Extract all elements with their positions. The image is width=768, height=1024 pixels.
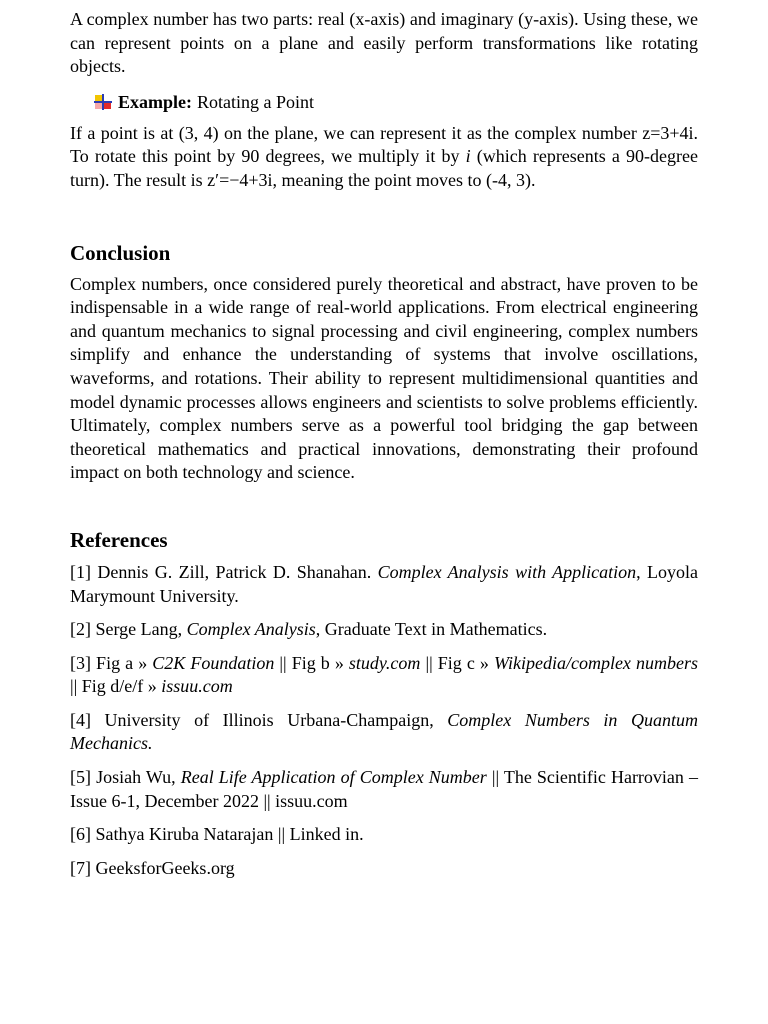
reference-item-6: [6] Sathya Kiruba Natarajan || Linked in. <box>70 824 364 845</box>
imaginary-unit: i <box>465 146 471 167</box>
example-paragraph: If a point is at (3, 4) on the plane, we can represent it as the complex number z=3+4i. To rotate this point by 90 degrees, we multiply it by i (which represents a 90-degree turn). The result is z′=−4+3i, meaning the point moves to (-4, 3). <box>70 122 698 190</box>
reference-item-7: [7] GeeksforGeeks.org <box>70 857 235 878</box>
reference-item-2: [2] Serge Lang, Complex Analysis, Graduate Text in Mathematics. <box>70 619 548 640</box>
document-page <box>70 8 698 890</box>
example-title: Rotating a Point <box>197 91 314 112</box>
cross-bullet-icon <box>94 94 112 110</box>
reference-item-3: [3] Fig a » C2K Foundation || Fig b » study.com || Fig c » Wikipedia/complex numbers || Fig d/e/f » issuu.com <box>70 652 698 697</box>
example-heading <box>94 91 698 114</box>
reference-item-1: [1] Dennis G. Zill, Patrick D. Shanahan. Complex Analysis with Application, Loyola Marymount University. <box>70 561 698 606</box>
intro-paragraph: A complex number has two parts: real (x-axis) and imaginary (y-axis). Using these, we can represent points on a plane and easily perform transformations like rotating objects. <box>70 9 698 77</box>
reference-item-4: [4] University of Illinois Urbana-Champaign, Complex Numbers in Quantum Mechanics. <box>70 709 698 754</box>
conclusion-heading: Conclusion <box>70 240 171 265</box>
conclusion-paragraph: Complex numbers, once considered purely theoretical and abstract, have proven to be indispensable in a wide range of real-world applications. From electrical engineering and quantum mechanics to signal processing and civil engineering, complex numbers simplify and enhance the understanding of systems that involve oscillations, waveforms, and rotations. Their ability to represent multidimensional quantities and model dynamic processes allows engineers and scientists to solve problems efficiently. Ultimately, complex numbers serve as a powerful tool bridging the gap between theoretical mathematics and practical innovations, demonstrating their profound impact on both technology and science. <box>70 273 698 483</box>
references-heading: References <box>70 527 168 552</box>
reference-item-5: [5] Josiah Wu, Real Life Application of Complex Number || The Scientific Harrovian – Issue 6-1, December 2022 || issuu.com <box>70 767 699 811</box>
example-label: Example: <box>118 91 192 112</box>
